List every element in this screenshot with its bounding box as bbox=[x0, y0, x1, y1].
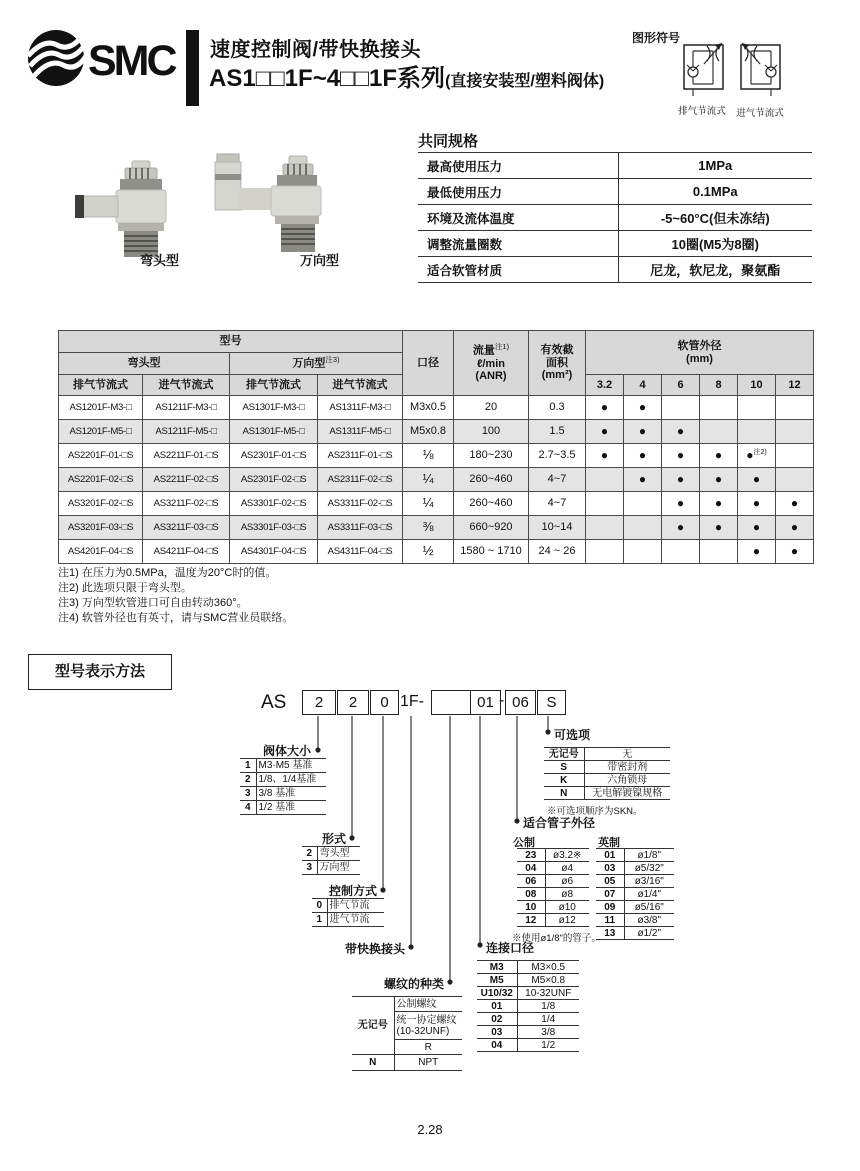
tube-dot bbox=[624, 540, 662, 564]
tube-dot: ● bbox=[700, 516, 738, 540]
pn-box-body-size: 2 bbox=[302, 690, 336, 715]
header-universal: 万向型$^{注3)}$ bbox=[230, 353, 403, 375]
port-size: M3x0.5 bbox=[403, 396, 454, 420]
tube-dot bbox=[662, 540, 700, 564]
header-flow: 流量$^{注1)}$ ℓ/min (ANR) bbox=[454, 331, 529, 396]
pn-box-tube-od: 06 bbox=[505, 690, 536, 715]
flow-value: 180~230 bbox=[454, 444, 529, 468]
model-number: AS1211F-M3-□ bbox=[143, 396, 230, 420]
spec-value: 1MPa bbox=[618, 153, 812, 179]
tube-dot: ● bbox=[738, 516, 776, 540]
body-size-table: 1 M3·M5 基准 2 1/8、1/4基准 3 3/8 基准 4 1/2 基准 bbox=[240, 758, 326, 815]
model-number: AS1211F-M5-□ bbox=[143, 420, 230, 444]
tube-dot: ● bbox=[662, 492, 700, 516]
table-row bbox=[418, 257, 812, 283]
tube-dot bbox=[586, 516, 624, 540]
tube-dot: ● bbox=[700, 468, 738, 492]
model-number: AS2301F-02-□S bbox=[230, 468, 318, 492]
spec-label: 环境及流体温度 bbox=[418, 205, 618, 231]
model-selection-table bbox=[58, 330, 814, 564]
footnote-3: 注3) 万向型软管进口可自由转动360°。 bbox=[58, 597, 248, 609]
quick-fitting-label: 带快换接头 bbox=[344, 942, 405, 956]
tube-dot: ● bbox=[738, 540, 776, 564]
header-port: 口径 bbox=[403, 331, 454, 396]
model-number: AS3301F-02-□S bbox=[230, 492, 318, 516]
model-number: AS1311F-M5-□ bbox=[318, 420, 403, 444]
table-row bbox=[418, 179, 812, 205]
smc-logo-text: SMC bbox=[88, 37, 175, 85]
pn-dash: - bbox=[499, 692, 505, 709]
model-number: AS2301F-01-□S bbox=[230, 444, 318, 468]
table-row bbox=[59, 540, 814, 564]
page-title: 速度控制阀/带快换接头 bbox=[210, 39, 422, 61]
model-number: AS3211F-03-□S bbox=[143, 516, 230, 540]
area-value: 1.5 bbox=[529, 420, 586, 444]
footnote-1: 注1) 在压力为0.5MPa，温度为20°C时的值。 bbox=[58, 567, 277, 579]
tube-dot: ● bbox=[624, 468, 662, 492]
series-title bbox=[209, 58, 604, 93]
header-divider-bar bbox=[186, 30, 199, 106]
table-row bbox=[59, 420, 814, 444]
model-number: AS2311F-02-□S bbox=[318, 468, 403, 492]
note3-sup: 注3) bbox=[325, 355, 340, 365]
pn-box-port-size: 01 bbox=[470, 690, 501, 715]
model-number: AS4211F-04-□S bbox=[143, 540, 230, 564]
size-header: 10 bbox=[738, 375, 776, 396]
header-elbow: 弯头型 bbox=[59, 353, 230, 375]
product-photo-universal bbox=[205, 152, 340, 260]
header-exhaust: 排气节流式 bbox=[230, 375, 318, 396]
flow-value: 100 bbox=[454, 420, 529, 444]
model-number: AS4311F-04-□S bbox=[318, 540, 403, 564]
port-size-table: M3 M3×0.5 M5 M5×0.8 U10/32 10-32UNF 01 1/8 02 1/4 03 3/8 04 1/2 bbox=[477, 960, 579, 1052]
page-number: 2.28 bbox=[417, 1122, 443, 1137]
spec-value: 10圈(M5为8圈) bbox=[618, 231, 812, 257]
table-row bbox=[59, 468, 814, 492]
tube-dot bbox=[738, 420, 776, 444]
model-number: AS1201F-M5-□ bbox=[59, 420, 143, 444]
symbol-supply-throttle-icon bbox=[737, 40, 784, 98]
tube-od-inch-header: 英制 bbox=[598, 837, 620, 849]
model-number: AS3211F-02-□S bbox=[143, 492, 230, 516]
port-size: ¼ bbox=[403, 468, 454, 492]
spec-value: 0.1MPa bbox=[618, 179, 812, 205]
area-value: 0.3 bbox=[529, 396, 586, 420]
tube-dot: ● bbox=[700, 492, 738, 516]
footnote-2: 注2) 此选项只限于弯头型。 bbox=[58, 582, 192, 594]
tube-dot: ● bbox=[662, 420, 700, 444]
common-specs-table bbox=[418, 152, 812, 283]
tube-dot: ● bbox=[586, 444, 624, 468]
tube-dot-with-note: ●$^{注2)}$ bbox=[738, 444, 776, 468]
port-size: ½ bbox=[403, 540, 454, 564]
header-tube-od: 软管外径 (mm) bbox=[586, 331, 814, 375]
model-number: AS2201F-02-□S bbox=[59, 468, 143, 492]
tube-dot bbox=[776, 444, 814, 468]
header-area: 有效截 面积 (mm²) bbox=[529, 331, 586, 396]
model-number: AS4201F-04-□S bbox=[59, 540, 143, 564]
tube-dot bbox=[776, 420, 814, 444]
note1-sup: 注1) bbox=[494, 342, 510, 352]
model-number: AS3201F-03-□S bbox=[59, 516, 143, 540]
header-supply: 进气节流式 bbox=[143, 375, 230, 396]
series-name: AS1□□1F~4□□1F系列 bbox=[209, 65, 446, 92]
model-number: AS3311F-03-□S bbox=[318, 516, 403, 540]
spec-label: 适合软管材质 bbox=[418, 257, 618, 283]
header-exhaust: 排气节流式 bbox=[59, 375, 143, 396]
tube-dot bbox=[586, 492, 624, 516]
tube-dot bbox=[586, 540, 624, 564]
model-number: AS3201F-02-□S bbox=[59, 492, 143, 516]
options-note: ※可选项顺序为SKN。 bbox=[547, 806, 643, 817]
tube-dot: ● bbox=[586, 420, 624, 444]
flow-value: 260~460 bbox=[454, 468, 529, 492]
flow-value: 1580 ~ 1710 bbox=[454, 540, 529, 564]
pn-box-form: 2 bbox=[337, 690, 369, 715]
model-number: AS1201F-M3-□ bbox=[59, 396, 143, 420]
tube-dot bbox=[624, 492, 662, 516]
product-photo-elbow bbox=[70, 160, 200, 260]
model-number: AS1301F-M3-□ bbox=[230, 396, 318, 420]
model-number: AS2311F-01-□S bbox=[318, 444, 403, 468]
size-header: 3.2 bbox=[586, 375, 624, 396]
tube-dot bbox=[624, 516, 662, 540]
series-subtitle: (直接安装型/塑料阀体) bbox=[445, 73, 605, 90]
symbol-caption-exhaust: 排气节流式 bbox=[678, 106, 726, 117]
flow-value: 660~920 bbox=[454, 516, 529, 540]
model-number: AS3301F-03-□S bbox=[230, 516, 318, 540]
size-header: 12 bbox=[776, 375, 814, 396]
port-size: ⅜ bbox=[403, 516, 454, 540]
area-value: 4~7 bbox=[529, 468, 586, 492]
table-row bbox=[418, 153, 812, 179]
tube-dot bbox=[662, 396, 700, 420]
pn-box-thread bbox=[431, 690, 471, 715]
tube-od-metric-note: ※使用ø1/8"的管子。 bbox=[512, 933, 601, 944]
tube-od-inch-table: 01 ø1/8" 03 ø5/32" 05 ø3/16" 07 ø1/4" 09 ø5/16" 11 ø3/8" 13 ø1/2" bbox=[596, 848, 674, 940]
tube-dot: ● bbox=[776, 492, 814, 516]
common-specs-title: 共同规格 bbox=[418, 133, 479, 150]
pn-quick-fitting-code: 1F- bbox=[400, 693, 424, 710]
size-header: 6 bbox=[662, 375, 700, 396]
body-size-label: 阀体大小 bbox=[262, 744, 311, 758]
graphic-symbol-label: 图形符号 bbox=[632, 31, 681, 45]
table-row bbox=[418, 231, 812, 257]
tube-dot: ● bbox=[738, 468, 776, 492]
tube-dot: ● bbox=[624, 444, 662, 468]
tube-od-label: 适合管子外径 bbox=[523, 816, 596, 830]
tube-od-metric-header: 公制 bbox=[513, 837, 535, 849]
tube-dot: ● bbox=[662, 444, 700, 468]
tube-dot bbox=[586, 468, 624, 492]
port-size: ¼ bbox=[403, 492, 454, 516]
form-label: 形式 bbox=[321, 832, 346, 846]
tube-dot: ● bbox=[776, 540, 814, 564]
model-number: AS1301F-M5-□ bbox=[230, 420, 318, 444]
tube-dot bbox=[700, 540, 738, 564]
footnote-4: 注4) 软管外径也有英寸，请与SMC营业员联络。 bbox=[58, 612, 294, 624]
tube-dot: ● bbox=[662, 468, 700, 492]
form-table: 2 弯头型 3 万向型 bbox=[302, 846, 360, 875]
port-size: M5x0.8 bbox=[403, 420, 454, 444]
table-row bbox=[59, 444, 814, 468]
tube-dot: ● bbox=[700, 444, 738, 468]
pn-box-control: 0 bbox=[370, 690, 399, 715]
port-size-label: 连接口径 bbox=[486, 941, 535, 955]
table-row bbox=[59, 492, 814, 516]
spec-label: 最高使用压力 bbox=[418, 153, 618, 179]
note2-sup: 注2) bbox=[753, 448, 767, 456]
tube-dot: ● bbox=[662, 516, 700, 540]
smc-logo bbox=[26, 26, 182, 90]
area-value: 2.7~3.5 bbox=[529, 444, 586, 468]
flow-value: 260~460 bbox=[454, 492, 529, 516]
tube-od-metric-table: 23 ø3.2※ 04 ø4 06 ø6 08 ø8 10 ø10 12 ø12 bbox=[517, 848, 589, 927]
tube-dot: ● bbox=[586, 396, 624, 420]
control-label: 控制方式 bbox=[328, 884, 377, 898]
thread-type-table: 无记号 公制螺纹 统一协定螺纹 (10-32UNF) R N NPT bbox=[352, 996, 462, 1071]
tube-dot: ● bbox=[624, 396, 662, 420]
flow-value: 20 bbox=[454, 396, 529, 420]
control-table: 0 排气节流 1 进气节流 bbox=[312, 898, 384, 927]
options-label: 可选项 bbox=[554, 728, 591, 742]
tube-dot bbox=[776, 468, 814, 492]
model-number: AS1311F-M3-□ bbox=[318, 396, 403, 420]
table-row bbox=[418, 205, 812, 231]
thread-type-label: 螺纹的种类 bbox=[383, 977, 444, 991]
model-number: AS2201F-01-□S bbox=[59, 444, 143, 468]
tube-dot bbox=[776, 396, 814, 420]
spec-value: -5~60°C(但未冻结) bbox=[618, 205, 812, 231]
options-table: 无记号 无 S 带密封剂 K 六角锁母 N 无电解镀镍规格 bbox=[544, 747, 670, 800]
tube-dot: ● bbox=[624, 420, 662, 444]
tube-dot bbox=[738, 396, 776, 420]
header-model: 型号 bbox=[59, 331, 403, 353]
area-value: 4~7 bbox=[529, 492, 586, 516]
header-supply: 进气节流式 bbox=[318, 375, 403, 396]
area-value: 10~14 bbox=[529, 516, 586, 540]
model-number: AS2211F-01-□S bbox=[143, 444, 230, 468]
table-row bbox=[59, 516, 814, 540]
tube-dot: ● bbox=[738, 492, 776, 516]
pn-box-option: S bbox=[537, 690, 566, 715]
spec-label: 最低使用压力 bbox=[418, 179, 618, 205]
size-header: 4 bbox=[624, 375, 662, 396]
tube-dot: ● bbox=[776, 516, 814, 540]
part-number-prefix: AS bbox=[261, 692, 287, 713]
model-number: AS2211F-02-□S bbox=[143, 468, 230, 492]
model-number: AS4301F-04-□S bbox=[230, 540, 318, 564]
area-value: 24 ~ 26 bbox=[529, 540, 586, 564]
photo-caption-elbow: 弯头型 bbox=[140, 253, 180, 268]
size-header: 8 bbox=[700, 375, 738, 396]
symbol-caption-supply: 进气节流式 bbox=[736, 108, 784, 119]
table-row bbox=[59, 396, 814, 420]
tube-dot bbox=[700, 396, 738, 420]
model-number: AS3311F-02-□S bbox=[318, 492, 403, 516]
tube-dot bbox=[700, 420, 738, 444]
spec-value: 尼龙，软尼龙，聚氨酯 bbox=[618, 257, 812, 283]
photo-caption-universal: 万向型 bbox=[300, 253, 340, 268]
designation-title-box: 型号表示方法 bbox=[28, 654, 172, 690]
port-size: ⅛ bbox=[403, 444, 454, 468]
symbol-exhaust-throttle-icon bbox=[680, 40, 727, 98]
footnotes bbox=[58, 566, 293, 626]
spec-label: 调整流量圈数 bbox=[418, 231, 618, 257]
table-header-row bbox=[59, 331, 814, 353]
